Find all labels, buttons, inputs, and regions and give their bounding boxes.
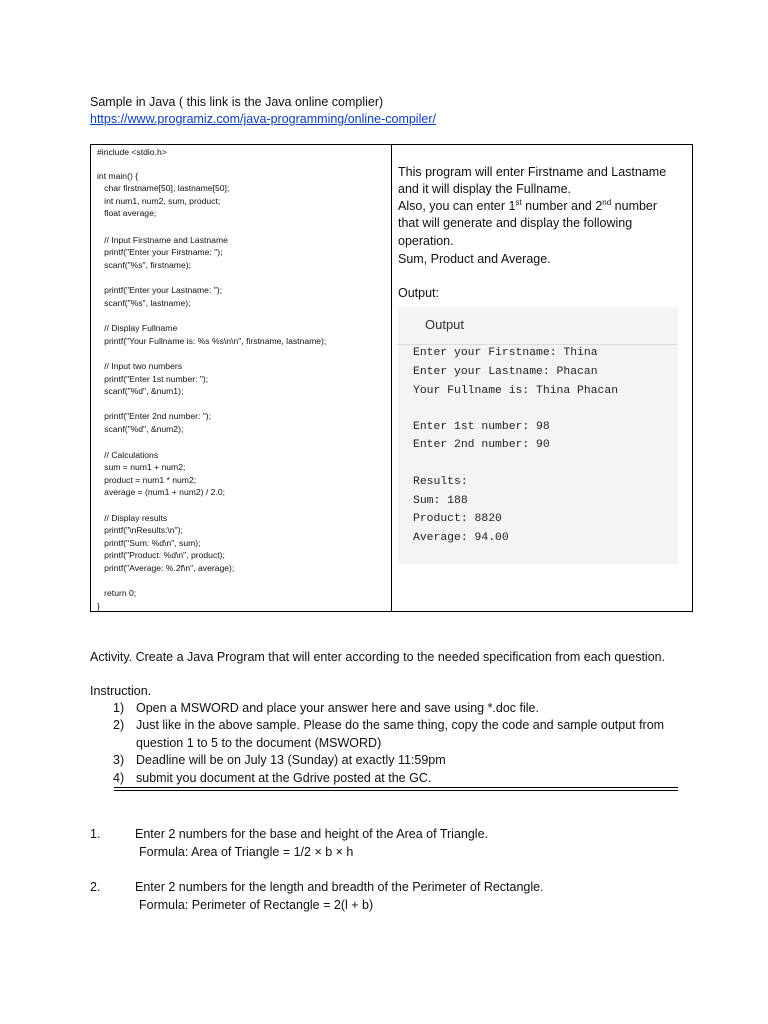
code-line: scanf("%d", &num1); — [97, 386, 184, 396]
description-line: and it will display the Fullname. — [398, 182, 571, 196]
output-line: Enter your Firstname: Thina — [413, 347, 598, 359]
double-rule-bottom — [114, 790, 678, 791]
code-line: sum = num1 + num2; — [97, 462, 186, 472]
output-title: Output — [425, 317, 465, 332]
question-number: 1. — [90, 827, 101, 841]
output-line: Your Fullname is: Thina Phacan — [413, 385, 619, 397]
code-line: int num1, num2, sum, product; — [97, 196, 221, 206]
code-line: scanf("%d", &num2); — [97, 424, 184, 434]
output-line: Results: — [413, 476, 468, 488]
description-line: operation. — [398, 234, 454, 248]
intro-heading: Sample in Java ( this link is the Java online complier) — [90, 95, 384, 109]
output-line: Enter 1st number: 98 — [413, 421, 550, 433]
table-column-divider — [391, 145, 392, 611]
code-line: product = num1 * num2; — [97, 475, 197, 485]
description-line: This program will enter Firstname and Lastname — [398, 165, 667, 179]
question-formula: Formula: Area of Triangle = 1/2 × b × h — [139, 845, 354, 859]
code-line: average = (num1 + num2) / 2.0; — [97, 487, 226, 497]
instruction-number: 4) — [113, 771, 125, 785]
code-line: printf("Enter your Firstname: "); — [97, 247, 223, 257]
code-line: printf("Sum: %d\n", sum); — [97, 538, 201, 548]
output-line: Product: 8820 — [413, 513, 502, 525]
description-line: Also, you can enter 1st number and 2nd number — [398, 197, 658, 213]
code-line: return 0; — [97, 588, 137, 598]
code-line: printf("Your Fullname is: %s %s\n\n", firstname, lastname); — [97, 336, 327, 346]
output-screenshot — [398, 307, 678, 564]
compiler-link[interactable]: https://www.programiz.com/java-programming/online-compiler/ — [90, 112, 436, 126]
instruction-text: submit you document at the Gdrive posted at the GC. — [136, 771, 432, 785]
output-line: Sum: 188 — [413, 495, 468, 507]
code-line: printf("Average: %.2f\n", average); — [97, 563, 235, 573]
code-line: printf("Enter 2nd number: "); — [97, 411, 212, 421]
code-line: float average; — [97, 208, 157, 218]
double-rule-top — [114, 787, 678, 788]
code-line: // Input Firstname and Lastname — [97, 235, 228, 245]
output-line: Enter your Lastname: Phacan — [413, 366, 598, 378]
code-line: printf("\nResults:\n"); — [97, 525, 183, 535]
code-line: #include <stdio.h> — [97, 147, 167, 157]
question-number: 2. — [90, 880, 101, 894]
code-line: // Input two numbers — [97, 361, 183, 371]
description-line: that will generate and display the following — [398, 216, 633, 230]
code-line: printf("Enter 1st number: "); — [97, 374, 209, 384]
instruction-heading: Instruction. — [90, 684, 152, 698]
code-line: char firstname[50], lastname[50]; — [97, 183, 230, 193]
output-line: Enter 2nd number: 90 — [413, 439, 550, 451]
instruction-text: Deadline will be on July 13 (Sunday) at exactly 11:59pm — [136, 753, 446, 767]
instruction-text: Open a MSWORD and place your answer here and save using *.doc file. — [136, 701, 539, 715]
code-line: // Calculations — [97, 450, 159, 460]
code-line: // Display results — [97, 513, 168, 523]
output-line: Average: 94.00 — [413, 532, 509, 544]
instruction-text: question 1 to 5 to the document (MSWORD) — [136, 736, 382, 750]
instruction-text: Just like in the above sample. Please do the same thing, copy the code and sample output from — [136, 718, 665, 732]
instruction-number: 3) — [113, 753, 125, 767]
code-line: } — [97, 601, 100, 611]
question-text: Enter 2 numbers for the length and breadth of the Perimeter of Rectangle. — [135, 880, 544, 894]
instruction-number: 1) — [113, 701, 125, 715]
code-line: printf("Enter your Lastname: "); — [97, 285, 223, 295]
instruction-number: 2) — [113, 718, 125, 732]
output-label: Output: — [398, 286, 439, 300]
code-line: // Display Fullname — [97, 323, 178, 333]
question-formula: Formula: Perimeter of Rectangle = 2(l + b) — [139, 898, 374, 912]
description-line: Sum, Product and Average. — [398, 252, 551, 266]
code-line: int main() { — [97, 171, 139, 181]
sample-table — [90, 144, 693, 612]
output-header — [398, 307, 678, 345]
activity-text: Activity. Create a Java Program that will enter according to the needed specification from each question. — [90, 650, 666, 664]
code-line: scanf("%s", firstname); — [97, 260, 191, 270]
code-line: scanf("%s", lastname); — [97, 298, 191, 308]
code-line: printf("Product: %d\n", product); — [97, 550, 225, 560]
question-text: Enter 2 numbers for the base and height of the Area of Triangle. — [135, 827, 489, 841]
